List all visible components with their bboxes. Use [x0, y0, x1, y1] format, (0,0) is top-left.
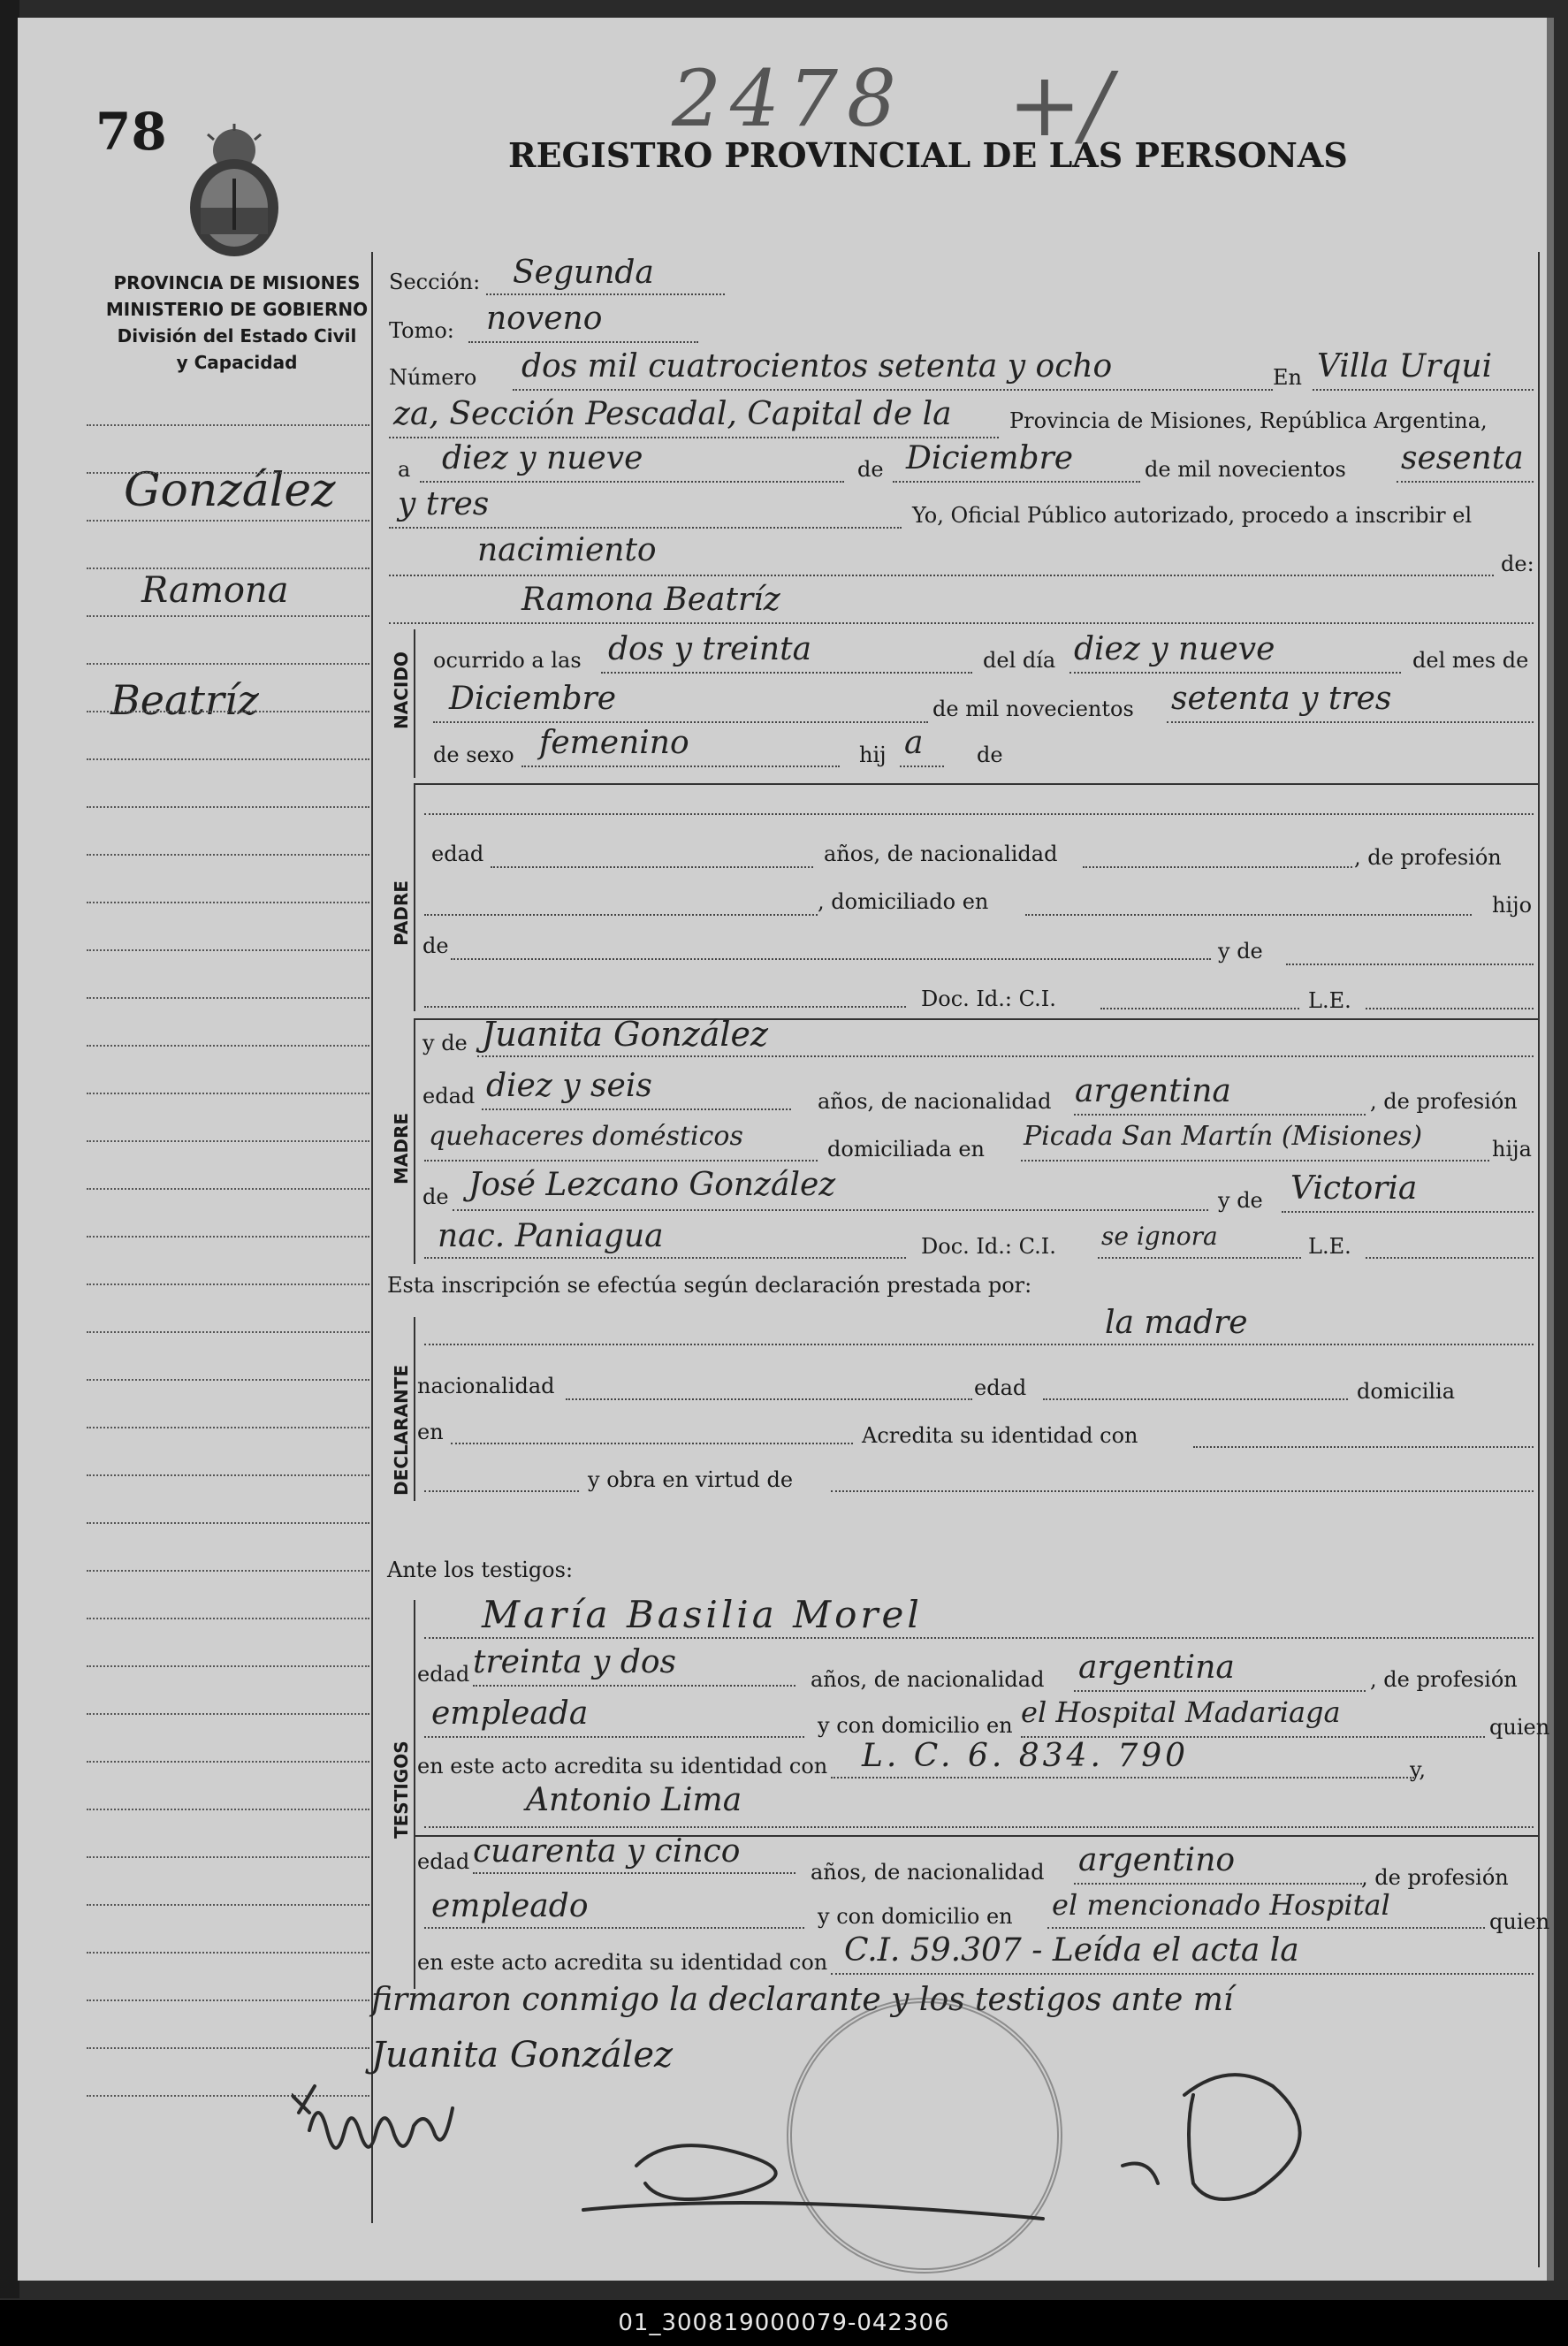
de-label: de — [857, 457, 884, 482]
madre-domicilio-value: Picada San Martín (Misiones) — [1024, 1121, 1423, 1152]
dotted-line — [1074, 1883, 1366, 1885]
dotted-line — [566, 1398, 972, 1400]
section-divider — [414, 1317, 415, 1501]
margin-ruled-line — [87, 1331, 369, 1333]
year-continuation: y tres — [398, 486, 490, 522]
margin-surname: González — [124, 464, 336, 517]
numero-value: dos mil cuatrocientos setenta y ocho — [521, 348, 1113, 385]
declaracion-text: Esta inscripción se efectúa según declaración prestada por: — [387, 1273, 1032, 1298]
padre-de-label: de — [422, 933, 449, 958]
margin-ruled-line — [87, 1045, 369, 1047]
margin-ruled-line — [87, 1093, 369, 1094]
dotted-line — [477, 1055, 1534, 1057]
en-value: Villa Urqui — [1317, 348, 1493, 385]
testigo1-name: María Basilia Morel — [482, 1593, 923, 1636]
de-end-label: de: — [1501, 552, 1534, 576]
testigo1-nacionalidad-value: argentina — [1078, 1649, 1235, 1686]
section-divider — [414, 1018, 415, 1264]
testigo1-anios-label: años, de nacionalidad — [811, 1667, 1045, 1692]
mes-label: del mes de — [1412, 648, 1529, 673]
dotted-line — [831, 1490, 1534, 1492]
margin-ruled-line — [87, 1952, 369, 1954]
testigo2-edad-value: cuarenta y cinco — [473, 1833, 741, 1870]
margin-ruled-line — [87, 1999, 369, 2001]
testigo1-doc-value: L. C. 6. 834. 790 — [862, 1738, 1190, 1774]
declarante-acredita-label: Acredita su identidad con — [862, 1423, 1138, 1448]
margin-ruled-line — [87, 758, 369, 760]
dotted-line — [424, 1490, 579, 1492]
page-number: 78 — [95, 102, 167, 162]
province-text: Provincia de Misiones, República Argentina, — [1009, 408, 1488, 433]
testigo2-edad-label: edad — [417, 1849, 470, 1874]
document-page — [18, 18, 1554, 2281]
margin-ruled-line — [87, 949, 369, 951]
testigo2-profesion-value: empleado — [431, 1888, 589, 1924]
section-label-testigos: TESTIGOS — [391, 1740, 412, 1839]
madre-madre-value: Victoria — [1290, 1170, 1418, 1207]
hij-label: hij — [859, 743, 887, 767]
office-line: y Capacidad — [176, 352, 298, 373]
dotted-line — [1282, 1211, 1534, 1213]
dotted-line — [1286, 964, 1534, 965]
dotted-line — [1100, 1008, 1299, 1009]
month-value: Diciembre — [906, 440, 1074, 476]
book-binding — [0, 0, 19, 2298]
dotted-line — [389, 527, 902, 529]
section-label-madre: MADRE — [391, 1112, 412, 1184]
madre-nombre: Juanita González — [482, 1015, 769, 1054]
margin-ruled-line — [87, 1379, 369, 1381]
dotted-line — [513, 389, 1273, 391]
margin-ruled-line — [87, 1522, 369, 1524]
dotted-line — [1069, 672, 1401, 674]
dotted-line — [424, 1736, 804, 1738]
coat-of-arms-icon — [177, 124, 292, 261]
dotted-line — [389, 575, 1494, 576]
margin-ruled-line — [87, 806, 369, 808]
sexo-value: femenino — [539, 725, 689, 761]
madre-nacionalidad-value: argentina — [1075, 1073, 1231, 1109]
dotted-line — [1025, 914, 1472, 916]
day-value: diez y nueve — [442, 440, 643, 476]
anio-value: setenta y tres — [1171, 681, 1392, 717]
dotted-line — [1313, 389, 1534, 391]
margin-ruled-line — [87, 472, 369, 474]
tomo-value: noveno — [486, 301, 603, 337]
margin-ruled-line — [87, 1570, 369, 1572]
signature-madre: Juanita González — [371, 2035, 674, 2076]
margin-ruled-line — [87, 997, 369, 999]
dotted-line — [424, 1160, 818, 1162]
madre-de-label: de — [422, 1184, 449, 1209]
mes-value: Diciembre — [449, 681, 617, 717]
margin-ruled-line — [87, 1809, 369, 1810]
dotted-line — [433, 721, 928, 723]
padre-domicilio-label: , domiciliado en — [818, 889, 989, 914]
madre-hija-label: hija — [1492, 1137, 1532, 1162]
testigo1-quien: quien — [1489, 1715, 1550, 1740]
testigo1-y: y, — [1410, 1757, 1426, 1782]
margin-ruled-line — [87, 663, 369, 665]
dotted-line — [831, 1777, 1414, 1779]
numero-label: Número — [389, 365, 477, 390]
closing-line: firmaron conmigo la declarante y los testigos ante mí — [371, 1982, 1234, 2018]
madre-edad-value: diez y seis — [486, 1068, 652, 1104]
column-separator — [371, 252, 373, 2223]
margin-middle-name: Beatríz — [110, 676, 259, 724]
dotted-line — [893, 481, 1140, 483]
dotted-line — [389, 622, 1534, 624]
hora-value: dos y treinta — [608, 631, 812, 667]
declarante-value: la madre — [1105, 1305, 1248, 1341]
dotted-line — [491, 866, 813, 868]
section-divider — [414, 629, 415, 778]
dotted-line — [1083, 866, 1352, 868]
dotted-line — [482, 1108, 791, 1110]
dotted-line — [451, 958, 1211, 960]
ante-testigos-label: Ante los testigos: — [387, 1558, 574, 1582]
margin-ruled-line — [87, 1474, 369, 1476]
file-identifier: 01_300819000079-042306 — [0, 2300, 1568, 2346]
dotted-line — [424, 1826, 1534, 1828]
office-block — [87, 270, 387, 376]
madre-doc-value: se ignora — [1101, 1222, 1218, 1251]
margin-ruled-line — [87, 1904, 369, 1906]
padre-profesion-label: , de profesión — [1354, 845, 1502, 870]
margin-ruled-line — [87, 1140, 369, 1142]
dotted-line — [1074, 1114, 1366, 1116]
margin-ruled-line — [87, 1236, 369, 1238]
dotted-line — [900, 765, 944, 767]
dotted-line — [1397, 481, 1534, 483]
margin-ruled-line — [87, 711, 369, 712]
tomo-label: Tomo: — [389, 318, 454, 343]
dotted-line — [1366, 1257, 1534, 1259]
madre-y-de2-label: y de — [1218, 1188, 1263, 1213]
section-label-declarante: DECLARANTE — [391, 1364, 412, 1496]
sexo-label: de sexo — [433, 743, 514, 767]
madre-edad-label: edad — [422, 1084, 476, 1108]
madre-anios-label: años, de nacionalidad — [818, 1089, 1052, 1114]
testigo2-domicilio-value: el mencionado Hospital — [1052, 1888, 1390, 1922]
padre-hijo-label: hijo — [1492, 893, 1533, 918]
acto-value: nacimiento — [477, 532, 657, 568]
dotted-line — [424, 1006, 906, 1008]
dotted-line — [424, 1927, 804, 1929]
seccion-label: Sección: — [389, 270, 481, 294]
section-rule — [414, 783, 1538, 785]
padre-y-de-label: y de — [1218, 939, 1263, 964]
office-line: División del Estado Civil — [117, 325, 357, 347]
right-border — [1538, 252, 1540, 2267]
hij-value: a — [904, 725, 924, 761]
madre-profesion-label: , de profesión — [1370, 1089, 1518, 1114]
madre-madre-cont: nac. Paniagua — [438, 1218, 664, 1254]
dotted-line — [1193, 1446, 1534, 1448]
document-title: REGISTRO PROVINCIAL DE LAS PERSONAS — [508, 135, 1348, 175]
madre-doc-label: Doc. Id.: C.I. — [921, 1234, 1056, 1259]
a-label: a — [398, 457, 411, 482]
dotted-line — [389, 437, 999, 438]
madre-padre-value: José Lezcano González — [468, 1167, 836, 1203]
margin-ruled-line — [87, 1856, 369, 1858]
dotted-line — [486, 293, 725, 295]
margin-ruled-line — [87, 1188, 369, 1190]
section-label-nacido: NACIDO — [391, 651, 412, 729]
dotted-line — [1098, 1257, 1301, 1259]
testigo1-edad-value: treinta y dos — [473, 1644, 677, 1680]
testigo1-profesion-value: empleada — [431, 1695, 589, 1732]
margin-first-name: Ramona — [141, 570, 289, 611]
dotted-line — [453, 1209, 1208, 1211]
section-divider — [414, 783, 415, 1011]
testigo1-domicilio-value: el Hospital Madariaga — [1021, 1695, 1341, 1729]
declarante-domicilio-label: domicilia — [1357, 1379, 1456, 1404]
dia-value: diez y nueve — [1074, 631, 1275, 667]
padre-doc-label: Doc. Id.: C.I. — [921, 986, 1056, 1011]
testigo1-acredita-label: en este acto acredita su identidad con — [417, 1754, 828, 1779]
dotted-line — [1366, 1008, 1534, 1009]
margin-ruled-line — [87, 1761, 369, 1763]
dotted-line — [1074, 1690, 1366, 1692]
section-label-padre: PADRE — [391, 880, 412, 946]
dotted-line — [1043, 1398, 1348, 1400]
margin-ruled-line — [87, 1283, 369, 1285]
office-line: MINISTERIO DE GOBIERNO — [105, 299, 369, 320]
dotted-line — [424, 1637, 1534, 1639]
dotted-line — [424, 914, 818, 916]
margin-ruled-line — [87, 520, 369, 522]
padre-anios-label: años, de nacionalidad — [824, 842, 1058, 866]
dotted-line — [451, 1443, 853, 1444]
testigo1-profesion-label: , de profesión — [1370, 1667, 1518, 1692]
margin-ruled-line — [87, 1713, 369, 1715]
margin-ruled-line — [87, 2047, 369, 2049]
testigo2-profesion-label: , de profesión — [1361, 1865, 1509, 1890]
oficial-text: Yo, Oficial Público autorizado, procedo a inscribir el — [912, 503, 1473, 528]
margin-ruled-line — [87, 902, 369, 903]
place-continuation: za, Sección Pescadal, Capital de la — [393, 396, 952, 432]
testigo2-domicilio-label: y con domicilio en — [818, 1904, 1013, 1929]
dotted-line — [424, 1257, 906, 1259]
nacido-de-label: de — [977, 743, 1003, 767]
declarante-obra-label: y obra en virtud de — [588, 1467, 794, 1492]
margin-ruled-line — [87, 1618, 369, 1619]
margin-ruled-line — [87, 424, 369, 426]
dotted-line — [473, 1872, 795, 1874]
signatures-icon — [292, 2060, 1441, 2263]
ocurrido-label: ocurrido a las — [433, 648, 582, 673]
margin-ruled-line — [87, 567, 369, 569]
dotted-line — [1047, 1927, 1485, 1929]
declarante-en-label: en — [417, 1420, 444, 1444]
seccion-value: Segunda — [513, 255, 654, 291]
dotted-line — [831, 1973, 1534, 1975]
dotted-line — [468, 341, 698, 343]
year-value: sesenta — [1401, 440, 1524, 476]
handwritten-mark: +/ — [1008, 53, 1112, 156]
margin-ruled-line — [87, 1665, 369, 1667]
office-line: PROVINCIA DE MISIONES — [113, 272, 361, 293]
testigo2-acredita-label: en este acto acredita su identidad con — [417, 1950, 828, 1975]
person-name: Ramona Beatríz — [521, 582, 780, 618]
margin-ruled-line — [87, 1427, 369, 1428]
padre-le-label: L.E. — [1308, 988, 1351, 1013]
madre-le-label: L.E. — [1308, 1234, 1351, 1259]
section-divider — [414, 1600, 415, 1989]
madre-y-de-label: y de — [422, 1031, 468, 1055]
dotted-line — [473, 1685, 795, 1687]
anio-label: de mil novecientos — [932, 697, 1134, 721]
testigo1-edad-label: edad — [417, 1662, 470, 1687]
year-label: de mil novecientos — [1145, 457, 1346, 482]
dotted-line — [601, 672, 972, 674]
dotted-line — [521, 765, 840, 767]
testigo2-quien: quien — [1489, 1909, 1550, 1934]
margin-ruled-line — [87, 854, 369, 856]
dotted-line — [1167, 721, 1534, 723]
madre-domicilio-label: domiciliada en — [827, 1137, 985, 1162]
declarante-edad-label: edad — [974, 1375, 1027, 1400]
testigo2-name: Antonio Lima — [526, 1782, 742, 1818]
testigo1-domicilio-label: y con domicilio en — [818, 1713, 1013, 1738]
dia-label: del día — [983, 648, 1056, 673]
dotted-line — [420, 481, 844, 483]
handwritten-number: 2478 — [672, 53, 905, 144]
en-label: En — [1273, 365, 1302, 390]
dotted-line — [424, 813, 1534, 815]
dotted-line — [424, 1344, 1534, 1345]
madre-profesion-value: quehaceres domésticos — [429, 1121, 743, 1152]
testigo2-anios-label: años, de nacionalidad — [811, 1860, 1045, 1885]
margin-ruled-line — [87, 615, 369, 617]
testigo2-nacionalidad-value: argentino — [1078, 1842, 1236, 1878]
dotted-line — [1021, 1160, 1489, 1162]
testigo2-doc-value: C.I. 59.307 - Leída el acta la — [844, 1932, 1299, 1969]
padre-edad-label: edad — [431, 842, 484, 866]
declarante-nacionalidad-label: nacionalidad — [417, 1374, 555, 1398]
